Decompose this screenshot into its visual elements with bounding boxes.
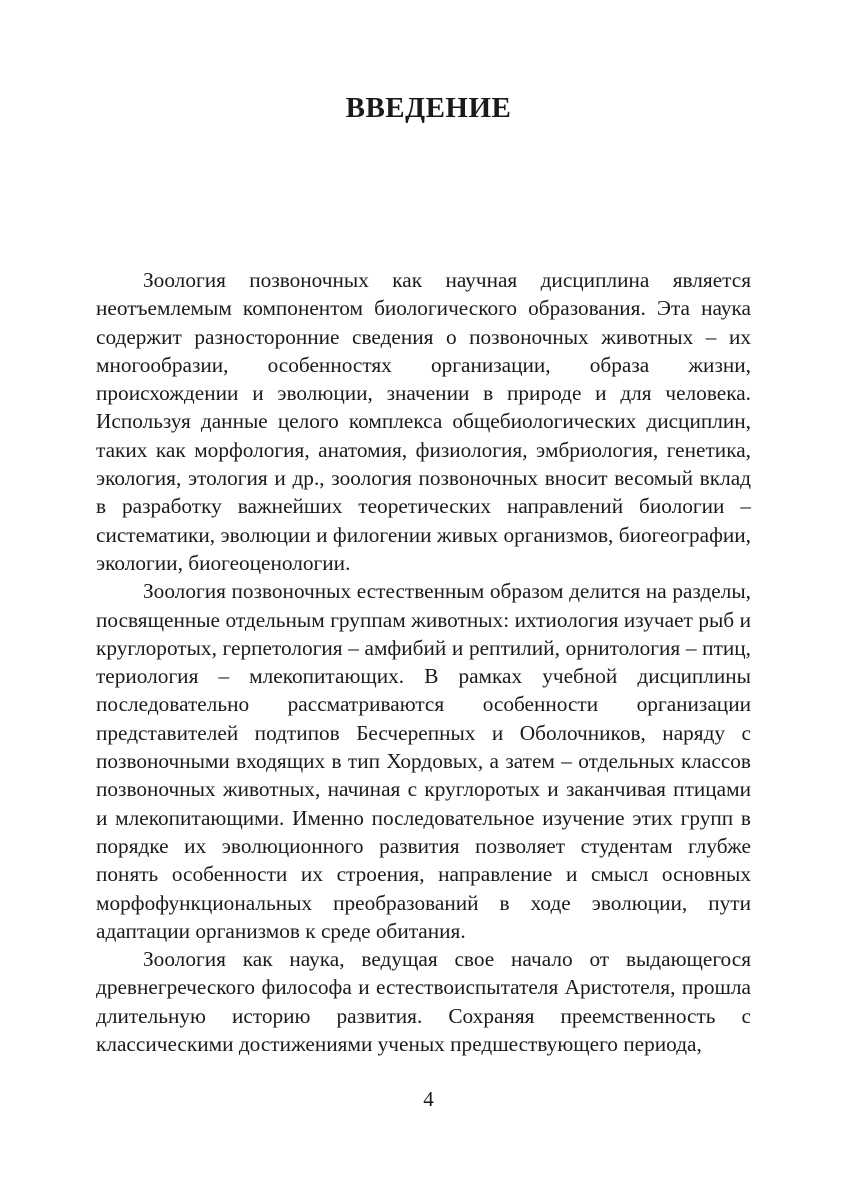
page-title: ВВЕДЕНИЕ [345,92,512,124]
body-text [96,266,751,1058]
paragraph-3: Зоология как наука, ведущая свое начало от выдающегося древнегреческого философа и естествоиспытателя Аристотеля, прошла длительную историю развития. Сохраняя преемственность с классическими достижениями ученых предшествующего периода, [96,947,751,1057]
paragraph-1: Зоология позвоночных как научная дисциплина является неотъемлемым компонентом биологического образования. Эта наука содержит разносторонние сведения о позвоночных животных – их многообразии, особенностях организации, образа жизни, происхождении и эволюции, значении в природе и для человека. Используя данные целого комплекса общебиологических дисциплин, таких как морфология, анатомия, физиология, эмбриология, генетика, экология, этология и др., зоология позвоночных вносит весомый вклад в разработку важнейших теоретических направлений биологии – систематики, эволюции и филогении живых организмов, биогеографии, экологии, биогеоценологии. [96,268,751,575]
paragraph-2: Зоология позвоночных естественным образом делится на разделы, посвященные отдельным группам животных: ихтиология изучает рыб и круглоротых, герпетология – амфибий и рептилий, орнитология – птиц, териология – млекопитающих. В рамках учебной дисциплины последовательно рассматриваются особенности организации представителей подтипов Бесчерепных и Оболочников, наряду с позвоночными входящих в тип Хордовых, а затем – отдельных классов позвоночных животных, начиная с круглоротых и заканчивая птицами и млекопитающими. Именно последовательное изучение этих групп в порядке их эволюционного развития позволяет студентам глубже понять особенности их строения, направление и смысл основных морфофункциональных преобразований в ходе эволюции, пути адаптации организмов к среде обитания. [96,579,751,943]
page-number: 4 [423,1087,434,1111]
